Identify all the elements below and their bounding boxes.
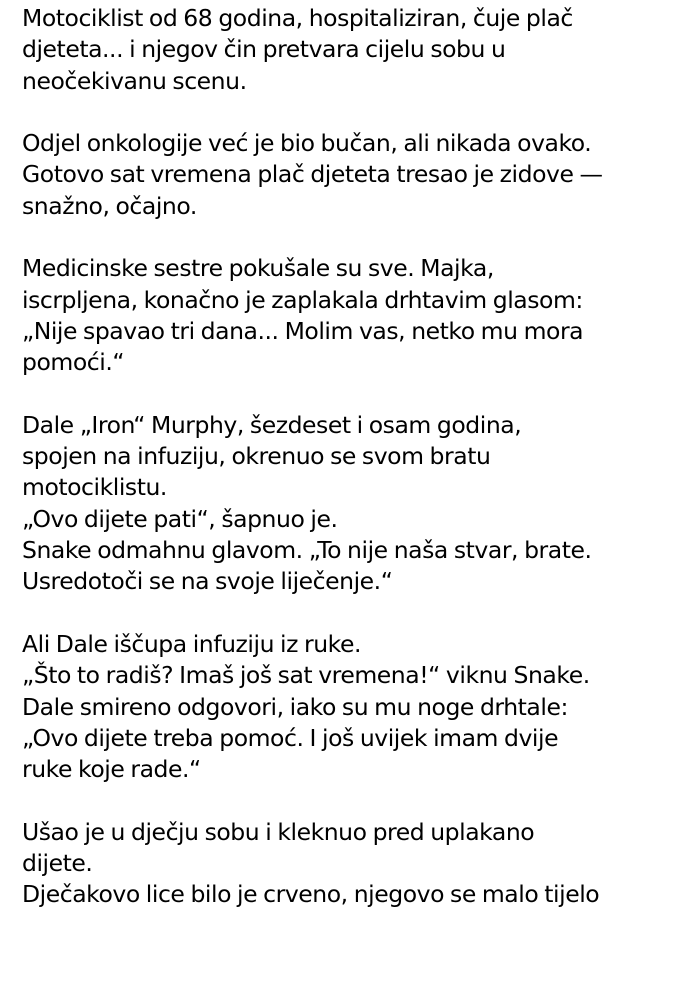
text-line: dijete.: [22, 849, 93, 878]
text-line: Ali Dale iščupa infuziju iz ruke.: [22, 629, 362, 658]
text-line: „Što to radiš? Imaš još sat vremena!“ viknu Snake.: [22, 661, 590, 690]
text-line: Dale smireno odgovori, iako su mu noge drhtale:: [22, 692, 568, 721]
text-line: „Ovo dijete pati“, šapnuo je.: [22, 504, 338, 533]
text-line: Ušao je u dječju sobu i kleknuo pred uplakano: [22, 817, 535, 846]
text-line: „Ovo dijete treba pomoć. I još uvijek imam dvije: [22, 723, 559, 752]
paragraph-1: [22, 3, 692, 97]
paragraph-2: [22, 128, 692, 222]
paragraph-3: [22, 253, 692, 378]
text-line: „Nije spavao tri dana... Molim vas, netko mu mora: [22, 316, 584, 345]
text-line: iscrpljena, konačno je zaplakala drhtavim glasom:: [22, 285, 583, 314]
paragraph-4: [22, 410, 692, 598]
paragraph-5: [22, 629, 692, 785]
text-line: djeteta... i njegov čin pretvara cijelu sobu u: [22, 35, 506, 64]
text-line: Usredotoči se na svoje liječenje.“: [22, 567, 393, 596]
text-line: Dale „Iron“ Murphy, šezdeset i osam godina,: [22, 410, 522, 439]
text-line: Motociklist od 68 godina, hospitaliziran, čuje plač: [22, 4, 573, 32]
text-line: Snake odmahnu glavom. „To nije naša stvar, brate.: [22, 536, 592, 565]
text-line: snažno, očajno.: [22, 191, 197, 220]
text-line: Dječakovo lice bilo je crveno, njegovo se malo tijelo: [22, 880, 600, 909]
text-line: neočekivanu scenu.: [22, 66, 247, 95]
text-line: Odjel onkologije već je bio bučan, ali nikada ovako.: [22, 129, 592, 158]
text-line: Medicinske sestre pokušale su sve. Majka,: [22, 254, 494, 283]
text-line: Gotovo sat vremena plač djeteta tresao je zidove —: [22, 160, 603, 189]
text-line: ruke koje rade.“: [22, 755, 201, 784]
document-body: [22, 0, 692, 942]
paragraph-6: [22, 817, 692, 911]
text-line: motociklistu.: [22, 473, 167, 502]
text-line: pomoći.“: [22, 348, 125, 377]
text-line: spojen na infuziju, okrenuo se svom bratu: [22, 442, 491, 471]
